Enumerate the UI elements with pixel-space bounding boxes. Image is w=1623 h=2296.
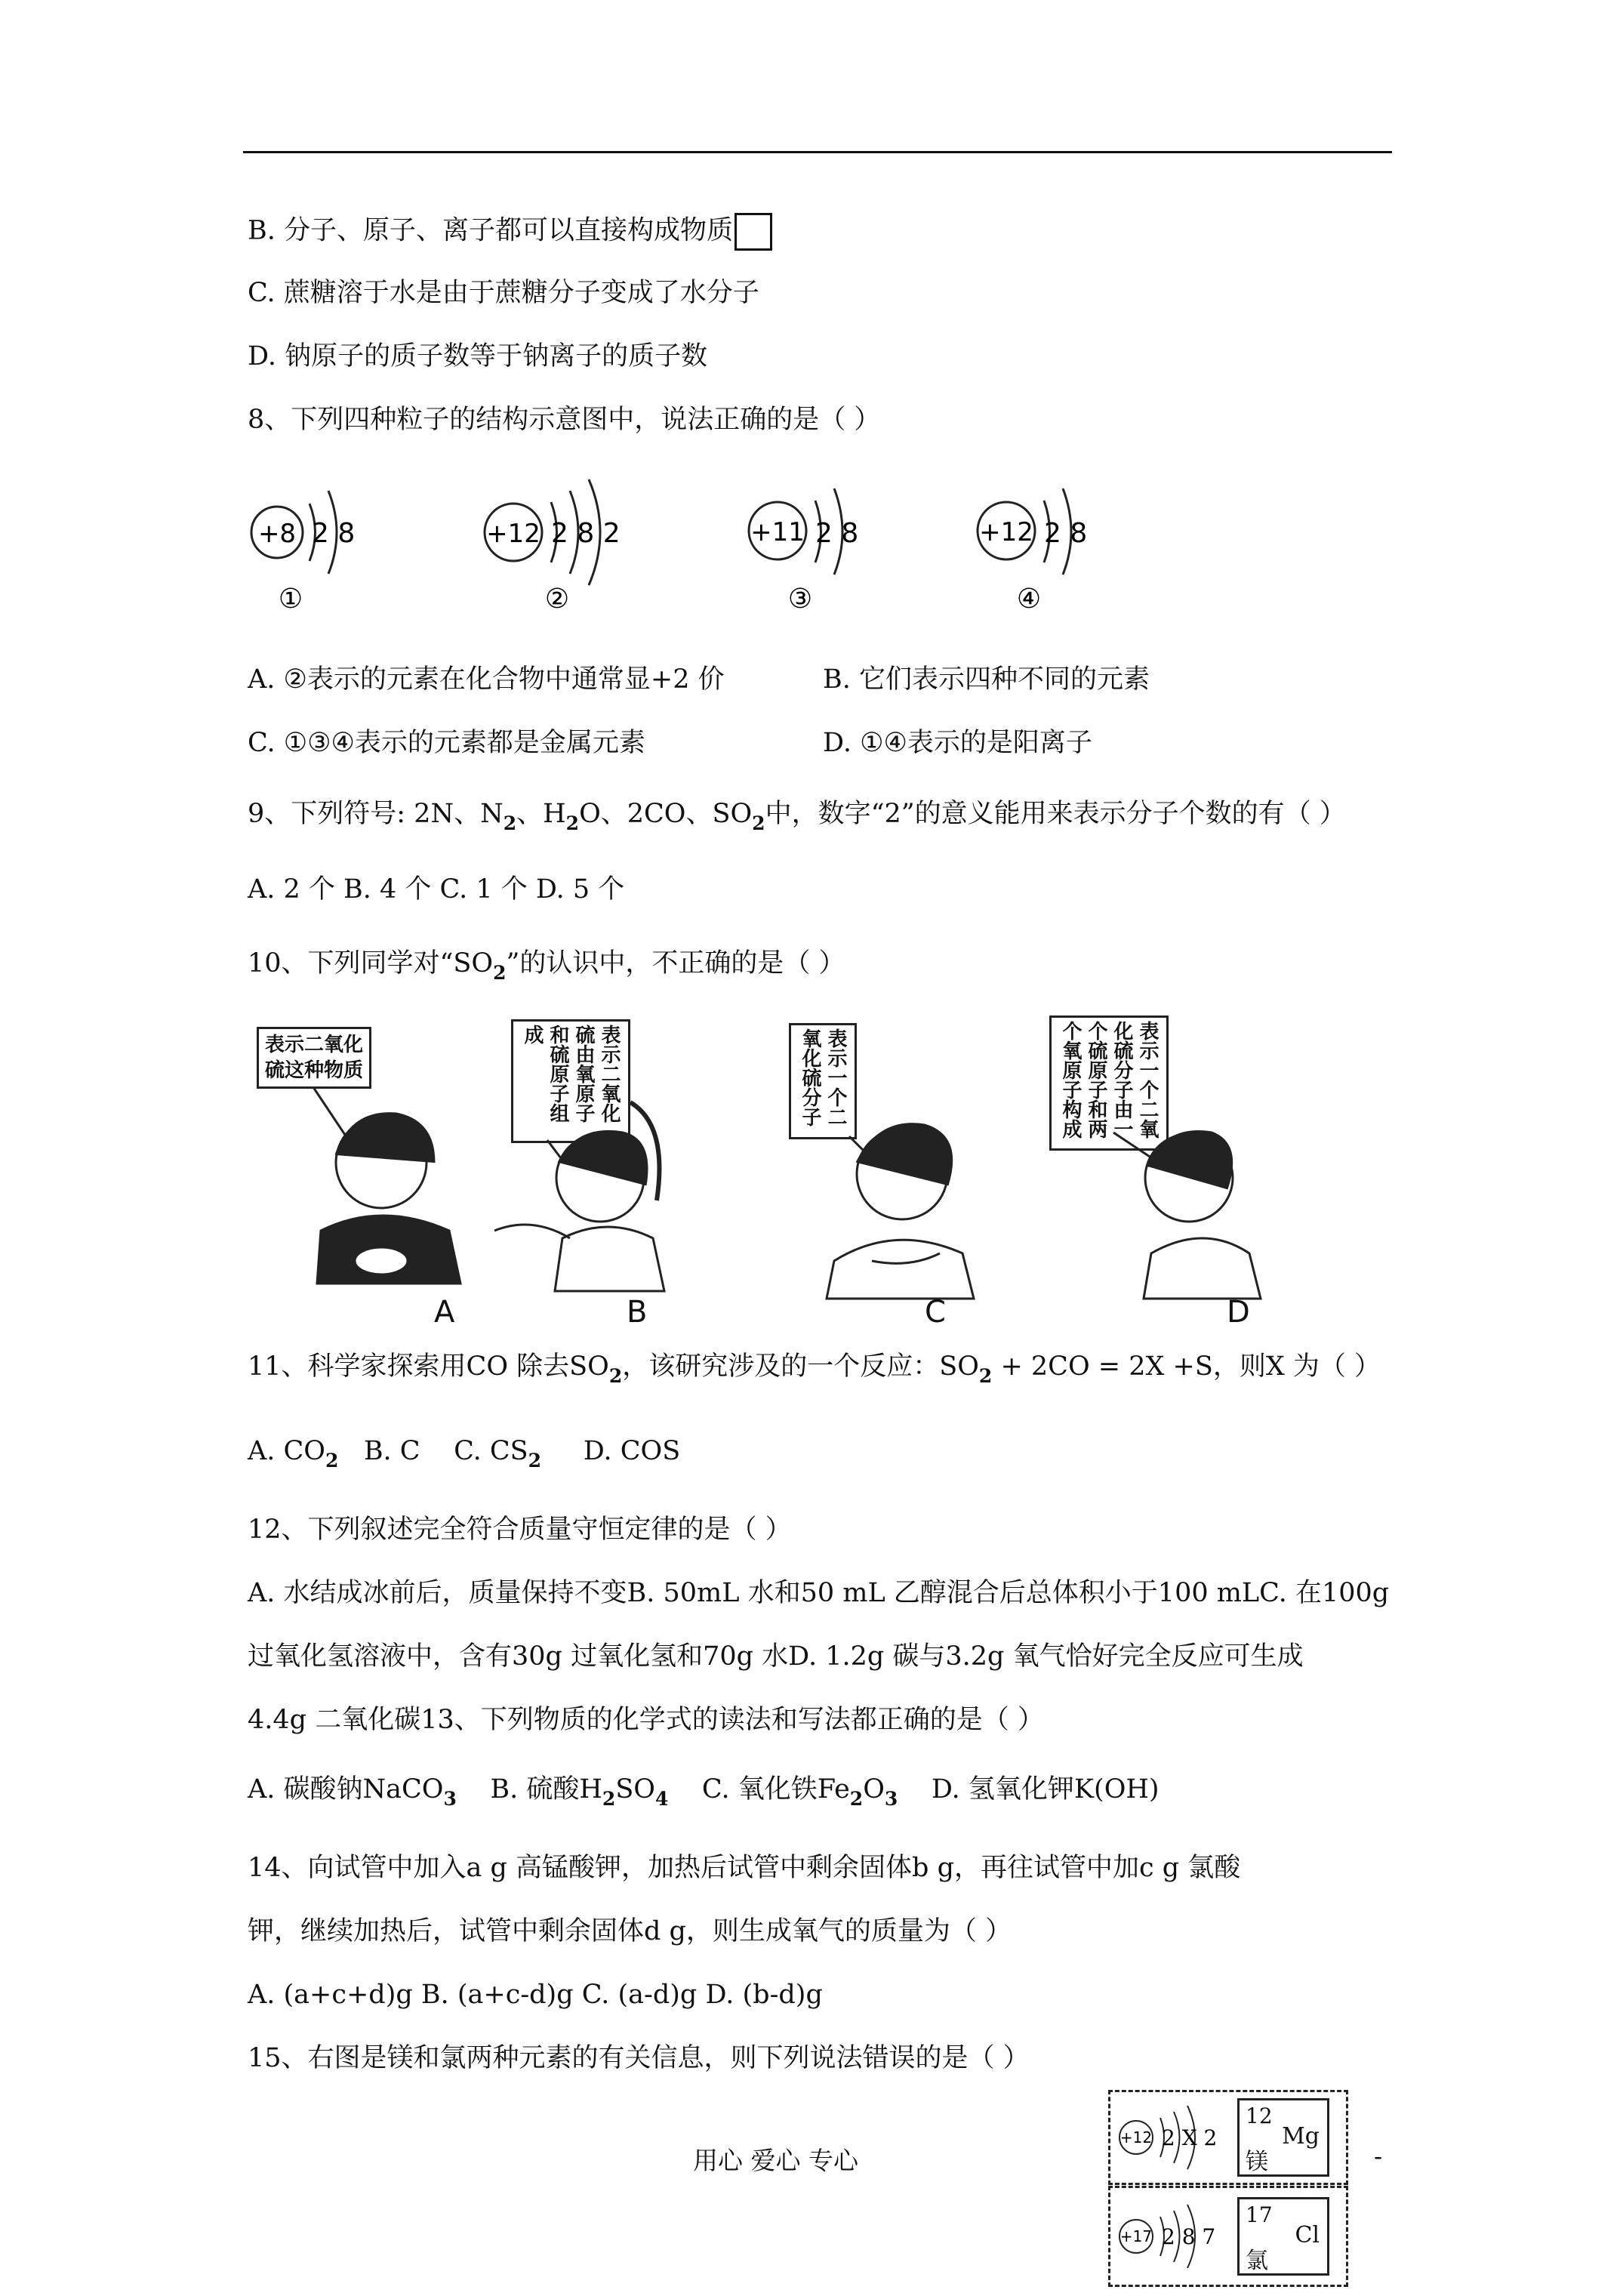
chlorine-info-box — [1108, 2186, 1348, 2287]
atom-diagram-4 — [969, 457, 1135, 618]
cartoon-label-d: D — [1227, 1295, 1250, 1330]
atom-2-nucleus: +12 — [486, 519, 540, 549]
cl-symbol: Cl — [1295, 2222, 1320, 2248]
atom-diagram-2 — [476, 457, 664, 618]
person-c-figure — [827, 1124, 974, 1299]
atom-4-shells: 2 8 — [1044, 518, 1088, 549]
q14-options: A. (a+c+d)g B. (a+c-d)g C. (a-d)g D. (b-d)g — [248, 1980, 823, 2010]
person-d-figure — [1113, 1131, 1261, 1299]
atom-1-label: ① — [278, 584, 303, 615]
cl-element-card — [1237, 2197, 1329, 2276]
question-10: 10、下列同学对“$SO_2$”的认识中，不正确的是（ ） — [248, 948, 845, 984]
q8-option-a: A. ②表示的元素在化合物中通常显+2 价 — [248, 664, 725, 695]
cl-nucleus: +17 — [1119, 2227, 1153, 2245]
page-footer-dash: - — [1374, 2141, 1383, 2171]
q8-option-b: B. 它们表示四种不同的元素 — [823, 664, 1150, 695]
cl-shells: 2 8 7 — [1162, 2224, 1216, 2249]
cl-name: 氯 — [1246, 2248, 1268, 2274]
q8-option-c: C. ①③④表示的元素都是金属元素 — [248, 728, 645, 758]
header-rule — [243, 151, 1392, 153]
q7-option-b: B. 分子、原子、离子都可以直接构成物质 — [248, 213, 772, 251]
question-14-line-1: 14、向试管中加入a g 高锰酸钾，加热后试管中剩余固体b g，再往试管中加c g 氯酸 — [248, 1853, 1241, 1883]
atom-diagram-1 — [245, 457, 396, 618]
speech-bubble-a: 表示二氧化 硫这种物质 — [257, 1027, 371, 1089]
mg-nucleus: +12 — [1119, 2128, 1153, 2147]
mg-element-card — [1237, 2098, 1329, 2177]
q12-line-1: A. 水结成冰前后，质量保持不变B. 50mL 水和50 mL 乙醇混合后总体积小于100 mLC. 在100g — [248, 1578, 1390, 1608]
cl-atomic-number: 17 — [1246, 2202, 1273, 2227]
atom-2-shells: 2 8 2 — [551, 518, 621, 549]
question-11: 11、科学家探索用CO 除去$SO_2$，该研究涉及的一个反应：$SO_2 + 2CO = 2X +S$，则X 为（ ） — [248, 1351, 1381, 1387]
question-14-line-2: 钾，继续加热后，试管中剩余固体d g，则生成氧气的质量为（ ） — [248, 1916, 1012, 1946]
mg-shells: 2 X 2 — [1162, 2125, 1218, 2150]
atom-4-label: ④ — [1016, 584, 1042, 615]
atom-4-nucleus: +12 — [979, 517, 1033, 547]
atom-3-nucleus: +11 — [750, 517, 805, 547]
q7-option-c: C. 蔗糖溶于水是由于蔗糖分子变成了水分子 — [248, 278, 759, 308]
question-9: 9、下列符号: 2N、$N_2$、$H_2O$、2CO、$SO_2$中，数字“2”的意义能用来表示分子个数的有（ ） — [248, 799, 1346, 834]
q7-option-d: D. 钠原子的质子数等于钠离子的质子数 — [248, 341, 708, 371]
q12-line-2: 过氧化氢溶液中，含有30g 过氧化氢和70g 水D. 1.2g 碳与3.2g 氧气恰好完全反应可生成 — [248, 1641, 1304, 1672]
speech-bubble-c: 表示一个二氧化硫分子 — [789, 1023, 857, 1139]
q8-option-d: D. ①④表示的是阳离子 — [823, 728, 1092, 758]
atom-2-label: ② — [544, 584, 570, 615]
person-b-figure — [494, 1102, 664, 1291]
atom-3-label: ③ — [787, 584, 813, 615]
cartoon-label-c: C — [925, 1295, 946, 1330]
q12-line-3: 4.4g 二氧化碳13、下列物质的化学式的读法和写法都正确的是（ ） — [248, 1705, 1044, 1735]
q13-options: A. 碳酸钠NaCO$_3$ B. 硫酸$H_2SO_4$ C. 氧化铁$Fe_2O_3$ D. 氢氧化钾K(OH) — [248, 1774, 1160, 1810]
magnesium-info-box — [1108, 2090, 1348, 2185]
speech-bubble-b: 表示二氧化硫由氧原子和硫原子组成 — [511, 1019, 630, 1143]
q9-options: A. 2 个 B. 4 个 C. 1 个 D. 5 个 — [248, 874, 625, 905]
cartoon-illustration — [245, 1012, 1415, 1344]
atom-3-shells: 2 8 — [815, 518, 859, 549]
question-8: 8、下列四种粒子的结构示意图中，说法正确的是（ ） — [248, 405, 881, 435]
mg-name: 镁 — [1246, 2149, 1268, 2175]
cartoon-label-a: A — [434, 1295, 455, 1330]
mg-atomic-number: 12 — [1246, 2103, 1273, 2128]
atom-diagram-3 — [740, 457, 906, 618]
atom-1-shells: 2 8 — [312, 518, 356, 549]
cartoon-label-b: B — [627, 1295, 648, 1330]
mg-symbol: Mg — [1282, 2123, 1320, 2150]
question-15: 15、右图是镁和氯两种元素的有关信息，则下列说法错误的是（ ） — [248, 2043, 1030, 2073]
speech-bubble-d: 表示一个二氧化硫分子由一个硫原子和两个氧原子构成 — [1049, 1015, 1169, 1151]
page-footer: 用心 爱心 专心 — [693, 2146, 858, 2175]
q11-options: A. $CO_2$ B. C C. $CS_2$ D. COS — [248, 1436, 681, 1472]
atom-1-nucleus: +8 — [257, 519, 297, 549]
person-a-figure — [313, 1087, 460, 1284]
checkbox-square — [735, 213, 772, 251]
question-12: 12、下列叙述完全符合质量守恒定律的是（ ） — [248, 1515, 792, 1545]
